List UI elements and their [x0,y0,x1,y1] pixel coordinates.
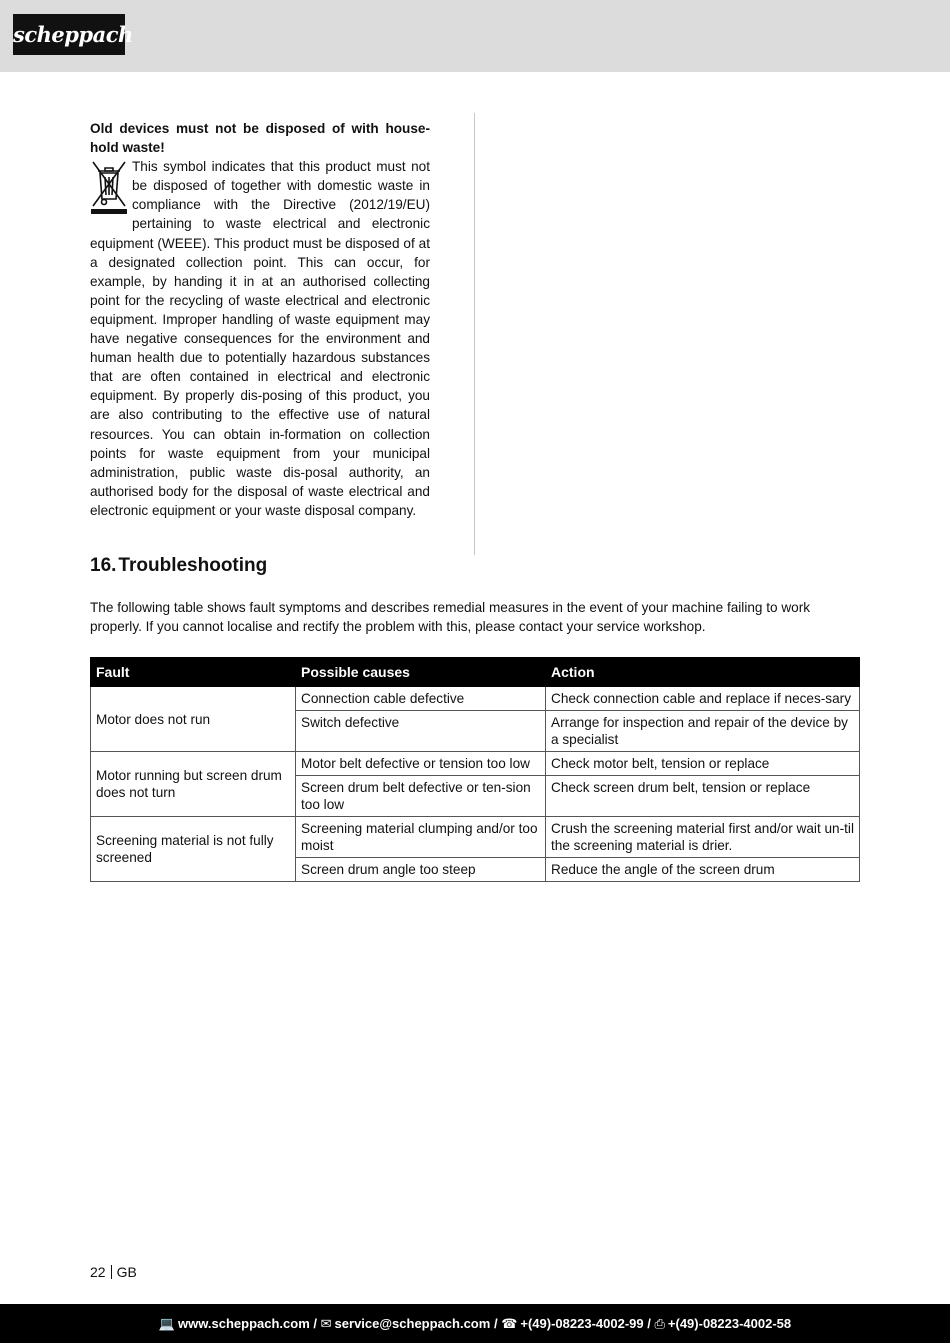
cause-cell: Motor belt defective or tension too low [296,752,546,776]
page-footer [0,1304,950,1343]
weee-notice [90,119,430,520]
header-causes: Possible causes [296,658,546,687]
section-title-text: Troubleshooting [118,555,268,576]
fault-cell: Motor running but screen drum does not turn [91,752,296,817]
page-number-value: 22 [90,1264,106,1280]
cause-cell: Screening material clumping and/or too moist [296,817,546,858]
cause-cell: Connection cable defective [296,687,546,711]
page-language: GB [116,1264,137,1280]
table-row [91,752,860,776]
table-header-row [91,658,860,687]
envelope-icon: ✉ [320,1316,332,1331]
crossed-out-wheelie-bin-icon [90,159,128,216]
action-cell: Check motor belt, tension or replace [546,752,860,776]
action-cell: Arrange for inspection and repair of the device by a specialist [546,711,860,752]
section-number: 16. [90,555,117,576]
action-cell: Crush the screening material first and/or wait un-til the screening material is drier. [546,817,860,858]
header-action: Action [546,658,860,687]
weee-title: Old devices must not be disposed of with house-hold waste! [90,121,430,156]
cause-cell: Screen drum angle too steep [296,858,546,882]
page-number [90,1264,137,1280]
table-row [91,817,860,858]
footer-separator: / [313,1316,318,1331]
footer-phone: +(49)-08223-4002-99 [520,1316,644,1331]
weee-body: This symbol indicates that this product must not be disposed of together with domestic waste in compliance with the Directive (2012/19/EU) pertaining to waste electrical and electronic equipment (WEEE). This product must be disposed of at a designated collection point. This can occur, for example, by handing it in at an authorised collecting point for the recycling of waste electrical and electronic equipment. Improper handling of waste equipment may have negative consequences for the environment and human health due to potentially hazardous substances that are often contained in electrical and electronic equipment. By properly dis-posing of this product, you are also contributing to the effective use of natural resources. You can obtain in-formation on collection points for waste equipment from your municipal administration, public waste dis-posal authority, an authorised body for the disposal of waste electrical and electronic equipment or your waste disposal company. [90,159,430,518]
footer-separator: / [647,1316,651,1331]
header-fault: Fault [91,658,296,687]
telephone-icon: ☎ [501,1316,518,1331]
table-row [91,687,860,711]
scheppach-logo: scheppach [13,14,125,55]
fault-cell: Motor does not run [91,687,296,752]
footer-fax: +(49)-08223-4002-58 [667,1316,792,1331]
section-title [90,555,267,577]
cause-cell: Screen drum belt defective or ten-sion too low [296,776,546,817]
action-cell: Check screen drum belt, tension or replace [546,776,860,817]
troubleshooting-table [90,657,860,882]
fault-cell: Screening material is not fully screened [91,817,296,882]
fax-icon: ⎙ [654,1316,665,1331]
footer-web[interactable]: www.scheppach.com [178,1316,310,1331]
page-number-separator [111,1265,112,1279]
action-cell: Check connection cable and replace if neces-sary [546,687,860,711]
laptop-icon: 💻 [158,1316,176,1331]
cause-cell: Switch defective [296,711,546,752]
footer-mail[interactable]: service@scheppach.com [334,1316,491,1331]
page-header [0,0,950,72]
section-intro: The following table shows fault symptoms and describes remedial measures in the event of your machine failing to work properly. If you cannot localise and rectify the problem with this, please contact your service workshop. [90,600,811,635]
footer-separator: / [493,1316,498,1331]
column-divider [474,113,475,555]
action-cell: Reduce the angle of the screen drum [546,858,860,882]
